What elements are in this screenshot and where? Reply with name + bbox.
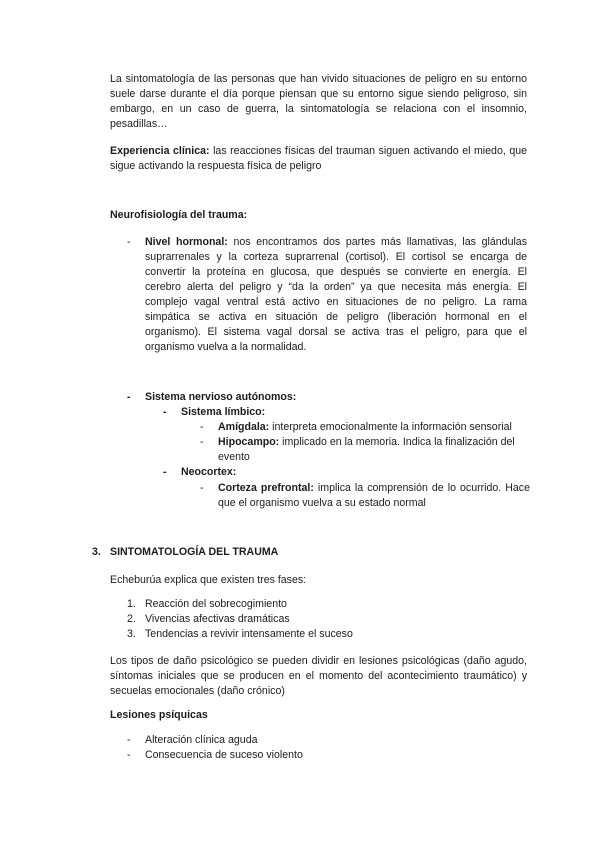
amygdala-text: interpreta emocionalmente la información sensorial (269, 421, 512, 433)
hormonal-label: Nivel hormonal: (145, 236, 228, 248)
autonomic-label: Sistema nervioso autónomos: (145, 391, 297, 403)
section3-intro: Echeburúa explica que existen tres fases: (110, 574, 307, 586)
prefrontal-text: implica la comprensión de lo ocurrido. Hace que el organismo vuelva a su estado normal (218, 482, 530, 509)
lesion-2-bullet: - (127, 749, 131, 761)
prefrontal-item (218, 481, 530, 511)
section3-title: SINTOMATOLOGÍA DEL TRAUMA (110, 546, 279, 558)
hormonal-bullet: - (127, 236, 131, 248)
hormonal-text: nos encontramos dos partes más llamativas, las glándulas suprarrenales y la corteza suprarrenal (cortisol). El cortisol se encarga de convertir la proteína en glucosa, que después se convierte en energía. El cerebro alerta del peligro y “da la orden” ya que necesita más energía. El complejo vagal ventral está activo en situaciones de no peligro. La rama simpática se activa en situación de peligro (liberación hormonal en el organismo). El sistema vagal dorsal se activa tras el peligro, para que el organismo vuelva a la normalidad. (145, 236, 527, 353)
lesion-1-text: Alteración clínica aguda (145, 734, 258, 746)
hippocampus-item (218, 435, 530, 465)
hippocampus-text: implicado en la memoria. Indica la finalización del evento (218, 436, 515, 463)
hormonal-paragraph (145, 235, 527, 355)
prefrontal-label: Corteza prefrontal: (218, 482, 314, 494)
lesion-1-bullet: - (127, 734, 131, 746)
clinical-label: Experiencia clínica: (110, 145, 210, 157)
limbic-bullet: - (163, 406, 167, 418)
clinical-paragraph (110, 144, 527, 174)
phase-2-text: Vivencias afectivas dramáticas (145, 613, 290, 625)
phase-1-text: Reacción del sobrecogimiento (145, 598, 287, 610)
lesion-2-text: Consecuencia de suceso violento (145, 749, 303, 761)
clinical-text: las reacciones físicas del trauman siguen activando el miedo, que sigue activando la respuesta física de peligro (110, 145, 527, 172)
amygdala-label: Amígdala: (218, 421, 270, 433)
section3-number: 3. (92, 546, 101, 558)
amygdala-bullet: - (200, 421, 204, 433)
neocortex-bullet: - (163, 466, 167, 478)
phase-3-number: 3. (127, 628, 136, 640)
hippocampus-label: Hipocampo: (218, 436, 280, 448)
neuro-heading: Neurofisiología del trauma: (110, 209, 248, 221)
phase-3-text: Tendencias a revivir intensamente el suceso (145, 628, 353, 640)
intro-paragraph (110, 72, 527, 132)
prefrontal-bullet: - (200, 482, 204, 494)
lesions-heading: Lesiones psíquicas (110, 709, 208, 721)
intro-text: La sintomatología de las personas que han vivido situaciones de peligro en su entorno suele darse durante el día porque piensan que su entorno sigue siendo peligroso, sin embargo, en un caso de guerra, la sintomatología se relaciona con el insomnio, pesadillas… (110, 73, 527, 130)
limbic-label: Sistema límbico: (181, 406, 266, 418)
phase-1-number: 1. (127, 598, 136, 610)
neocortex-label: Neocortex: (181, 466, 237, 478)
hippocampus-bullet: - (200, 436, 204, 448)
autonomic-bullet: - (127, 391, 131, 403)
phase-2-number: 2. (127, 613, 136, 625)
amygdala-item (218, 420, 530, 435)
damage-paragraph: Los tipos de daño psicológico se pueden dividir en lesiones psicológicas (daño agudo, síntomas iniciales que se producen en el momento del acontecimiento traumático) y secuelas emocionales (daño crónico) (110, 655, 527, 697)
